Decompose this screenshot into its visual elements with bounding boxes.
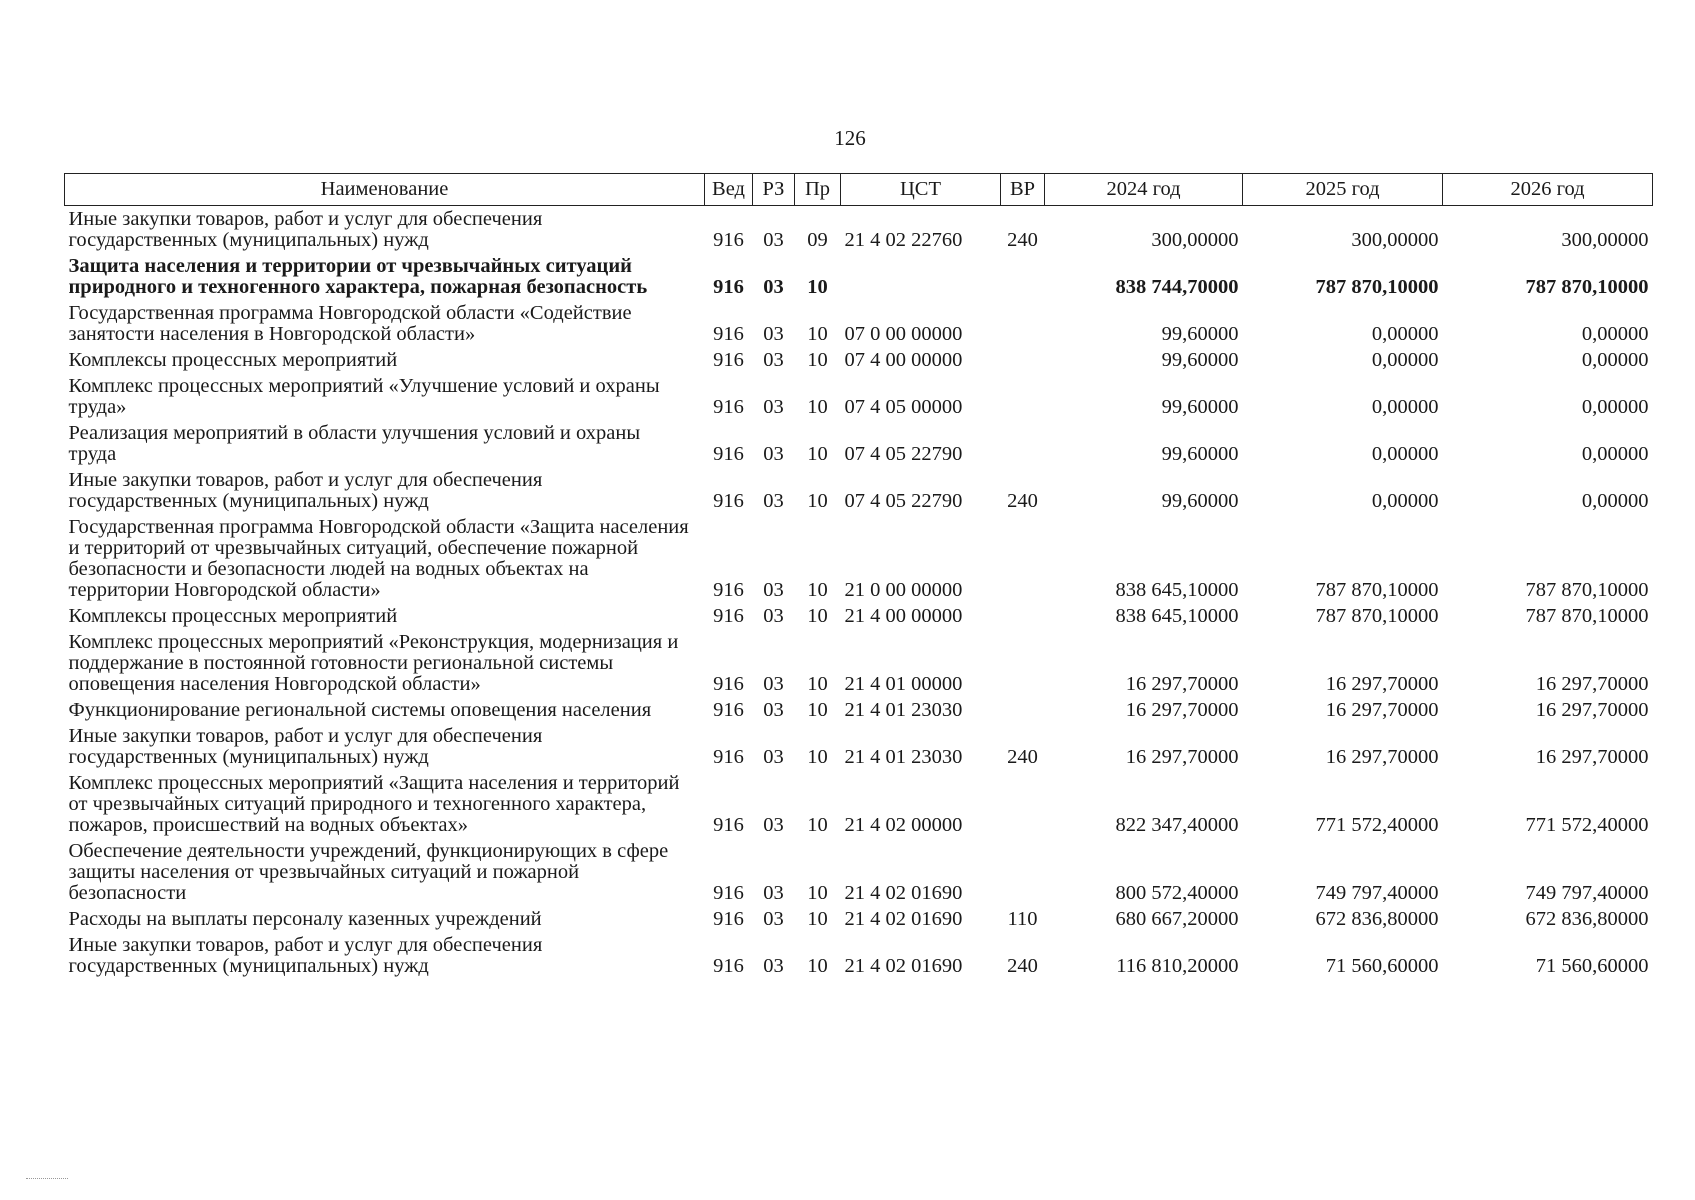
row-amount-2026: 0,00000 [1581, 490, 1649, 512]
row-pr: 10 [807, 605, 828, 627]
row-pr: 10 [807, 349, 828, 371]
row-amount-2025: 749 797,40000 [1315, 882, 1439, 904]
row-rz: 03 [763, 579, 784, 601]
row-amount-2026: 787 870,10000 [1525, 605, 1649, 627]
row-cst: 07 4 00 00000 [844, 349, 963, 371]
table-row [65, 603, 1653, 629]
row-cst: 21 4 02 00000 [844, 814, 963, 836]
row-vr [1001, 347, 1045, 373]
row-ved: 916 [713, 349, 744, 371]
row-amount-2024: 99,60000 [1161, 396, 1239, 418]
table-row [65, 253, 1653, 300]
row-name: Реализация мероприятий в области улучшения условий и охраны труда [68, 422, 641, 465]
row-pr: 10 [807, 673, 828, 695]
table-row [65, 932, 1653, 979]
row-amount-2026: 672 836,80000 [1525, 908, 1649, 930]
row-vr: 240 [1007, 955, 1038, 977]
row-cst: 21 4 02 01690 [844, 955, 963, 977]
row-ved: 916 [713, 605, 744, 627]
row-cst: 21 4 01 23030 [844, 746, 963, 768]
row-rz: 03 [763, 673, 784, 695]
row-name: Расходы на выплаты персоналу казенных учреждений [68, 908, 542, 930]
row-amount-2026: 749 797,40000 [1525, 882, 1649, 904]
page-number: 126 [834, 126, 866, 150]
row-vr [1001, 697, 1045, 723]
row-amount-2026: 0,00000 [1581, 396, 1649, 418]
row-amount-2026: 16 297,70000 [1535, 699, 1649, 721]
row-rz: 03 [763, 443, 784, 465]
row-rz: 03 [763, 490, 784, 512]
budget-table [64, 173, 1653, 979]
table-row [65, 373, 1653, 420]
row-amount-2024: 822 347,40000 [1115, 814, 1239, 836]
table-row [65, 697, 1653, 723]
row-amount-2026: 16 297,70000 [1535, 746, 1649, 768]
row-pr: 10 [807, 276, 828, 298]
row-amount-2026: 0,00000 [1581, 323, 1649, 345]
row-amount-2024: 99,60000 [1161, 490, 1239, 512]
header-2025: 2025 год [1243, 174, 1443, 206]
row-amount-2025: 16 297,70000 [1325, 673, 1439, 695]
row-name: Иные закупки товаров, работ и услуг для обеспечения государственных (муниципальных) нужд [68, 934, 543, 977]
row-amount-2024: 99,60000 [1161, 323, 1239, 345]
row-pr: 09 [807, 229, 828, 251]
row-cst: 21 4 02 22760 [844, 229, 963, 251]
row-cst: 07 4 05 22790 [844, 443, 963, 465]
row-name: Комплекс процессных мероприятий «Реконструкция, модернизация и поддержание в постоянной готовности региональной системы оповещения населения Новгородской области» [68, 631, 679, 695]
row-amount-2024: 16 297,70000 [1125, 673, 1239, 695]
row-cst: 07 0 00 00000 [844, 323, 963, 345]
row-amount-2024: 16 297,70000 [1125, 699, 1239, 721]
row-rz: 03 [763, 882, 784, 904]
row-rz: 03 [763, 699, 784, 721]
header-pr: Пр [795, 174, 841, 206]
row-amount-2025: 71 560,60000 [1325, 955, 1439, 977]
row-rz: 03 [763, 814, 784, 836]
row-pr: 10 [807, 396, 828, 418]
row-amount-2024: 838 645,10000 [1115, 579, 1239, 601]
table-row [65, 514, 1653, 603]
row-amount-2026: 71 560,60000 [1535, 955, 1649, 977]
row-name: Функционирование региональной системы оповещения населения [68, 699, 652, 721]
row-amount-2024: 16 297,70000 [1125, 746, 1239, 768]
table-body [65, 206, 1653, 980]
row-name: Комплекс процессных мероприятий «Защита населения и территорий от чрезвычайных ситуаций природного и техногенного характера, пожаров, происшествий на водных объектах» [68, 772, 680, 836]
table-header [65, 174, 1653, 206]
table-row [65, 347, 1653, 373]
row-cst: 07 4 05 22790 [844, 490, 963, 512]
row-name: Комплекс процессных мероприятий «Улучшение условий и охраны труда» [68, 375, 660, 418]
row-name: Иные закупки товаров, работ и услуг для обеспечения государственных (муниципальных) нужд [68, 208, 543, 251]
row-vr [1001, 603, 1045, 629]
table-row [65, 723, 1653, 770]
row-ved: 916 [713, 882, 744, 904]
header-cst: ЦСТ [841, 174, 1001, 206]
row-name: Обеспечение деятельности учреждений, функционирующих в сфере защиты населения от чрезвычайных ситуаций и пожарной безопасности [68, 840, 669, 904]
row-ved: 916 [713, 673, 744, 695]
header-2024: 2024 год [1045, 174, 1243, 206]
row-pr: 10 [807, 955, 828, 977]
row-pr: 10 [807, 579, 828, 601]
header-name: Наименование [65, 174, 705, 206]
table-row [65, 300, 1653, 347]
row-name: Защита населения и территории от чрезвычайных ситуаций природного и техногенного характера, пожарная безопасность [68, 255, 648, 298]
row-rz: 03 [763, 229, 784, 251]
row-vr: 240 [1007, 746, 1038, 768]
table-row [65, 467, 1653, 514]
row-vr [1001, 629, 1045, 697]
row-cst: 21 4 00 00000 [844, 605, 963, 627]
row-cst: 21 0 00 00000 [844, 579, 963, 601]
row-vr [1001, 253, 1045, 300]
row-pr: 10 [807, 323, 828, 345]
row-rz: 03 [763, 276, 784, 298]
row-ved: 916 [713, 746, 744, 768]
row-vr: 240 [1007, 490, 1038, 512]
row-amount-2026: 787 870,10000 [1525, 276, 1649, 298]
row-cst: 07 4 05 00000 [844, 396, 963, 418]
row-rz: 03 [763, 323, 784, 345]
row-pr: 10 [807, 443, 828, 465]
row-ved: 916 [713, 443, 744, 465]
row-ved: 916 [713, 229, 744, 251]
row-amount-2026: 0,00000 [1581, 349, 1649, 371]
row-amount-2026: 0,00000 [1581, 443, 1649, 465]
row-ved: 916 [713, 276, 744, 298]
row-name: Комплексы процессных мероприятий [68, 605, 398, 627]
row-name: Комплексы процессных мероприятий [68, 349, 398, 371]
row-ved: 916 [713, 579, 744, 601]
row-pr: 10 [807, 699, 828, 721]
row-amount-2025: 787 870,10000 [1315, 605, 1439, 627]
row-ved: 916 [713, 814, 744, 836]
scan-mark [26, 1178, 68, 1181]
row-amount-2026: 300,00000 [1561, 229, 1649, 251]
row-ved: 916 [713, 490, 744, 512]
row-vr [1001, 300, 1045, 347]
row-amount-2025: 787 870,10000 [1315, 276, 1439, 298]
row-name: Государственная программа Новгородской области «Защита населения и территорий от чрезвычайных ситуаций, обеспечение пожарной безопасности и безопасности людей на водных объектах на территории Новгородской области» [68, 516, 689, 601]
row-amount-2025: 0,00000 [1371, 396, 1439, 418]
row-amount-2024: 99,60000 [1161, 443, 1239, 465]
row-pr: 10 [807, 814, 828, 836]
row-amount-2025: 771 572,40000 [1315, 814, 1439, 836]
row-rz: 03 [763, 605, 784, 627]
row-cst: 21 4 02 01690 [844, 882, 963, 904]
table-row [65, 906, 1653, 932]
row-vr [1001, 420, 1045, 467]
row-amount-2024: 800 572,40000 [1115, 882, 1239, 904]
header-vr: ВР [1001, 174, 1045, 206]
row-ved: 916 [713, 396, 744, 418]
row-amount-2024: 116 810,20000 [1116, 955, 1239, 977]
row-amount-2025: 16 297,70000 [1325, 746, 1439, 768]
row-rz: 03 [763, 349, 784, 371]
row-cst [841, 253, 1001, 300]
row-name: Государственная программа Новгородской области «Содействие занятости населения в Новгородской области» [68, 302, 632, 345]
row-pr: 10 [807, 882, 828, 904]
row-vr: 110 [1007, 908, 1038, 930]
row-amount-2026: 16 297,70000 [1535, 673, 1649, 695]
row-name: Иные закупки товаров, работ и услуг для обеспечения государственных (муниципальных) нужд [68, 725, 543, 768]
row-vr [1001, 514, 1045, 603]
row-cst: 21 4 01 00000 [844, 673, 963, 695]
row-vr [1001, 770, 1045, 838]
row-amount-2024: 99,60000 [1161, 349, 1239, 371]
row-name: Иные закупки товаров, работ и услуг для обеспечения государственных (муниципальных) нужд [68, 469, 543, 512]
row-rz: 03 [763, 396, 784, 418]
row-rz: 03 [763, 908, 784, 930]
row-amount-2025: 787 870,10000 [1315, 579, 1439, 601]
row-rz: 03 [763, 955, 784, 977]
row-ved: 916 [713, 908, 744, 930]
row-amount-2024: 838 645,10000 [1115, 605, 1239, 627]
row-pr: 10 [807, 490, 828, 512]
row-amount-2025: 0,00000 [1371, 323, 1439, 345]
table-row [65, 838, 1653, 906]
row-cst: 21 4 01 23030 [844, 699, 963, 721]
row-ved: 916 [713, 955, 744, 977]
row-ved: 916 [713, 323, 744, 345]
table-row [65, 629, 1653, 697]
table-row [65, 770, 1653, 838]
row-pr: 10 [807, 908, 828, 930]
row-rz: 03 [763, 746, 784, 768]
row-amount-2024: 838 744,70000 [1115, 276, 1239, 298]
row-ved: 916 [713, 699, 744, 721]
row-amount-2026: 787 870,10000 [1525, 579, 1649, 601]
row-amount-2024: 300,00000 [1151, 229, 1239, 251]
row-cst: 21 4 02 01690 [844, 908, 963, 930]
row-amount-2025: 300,00000 [1351, 229, 1439, 251]
row-amount-2026: 771 572,40000 [1525, 814, 1649, 836]
row-vr: 240 [1007, 229, 1038, 251]
header-2026: 2026 год [1443, 174, 1653, 206]
row-vr [1001, 373, 1045, 420]
header-ved: Вед [705, 174, 753, 206]
table-row [65, 420, 1653, 467]
table-row [65, 206, 1653, 254]
header-rz: РЗ [753, 174, 795, 206]
row-pr: 10 [807, 746, 828, 768]
row-amount-2025: 672 836,80000 [1315, 908, 1439, 930]
row-amount-2024: 680 667,20000 [1115, 908, 1239, 930]
row-amount-2025: 0,00000 [1371, 443, 1439, 465]
row-amount-2025: 16 297,70000 [1325, 699, 1439, 721]
row-amount-2025: 0,00000 [1371, 349, 1439, 371]
row-vr [1001, 838, 1045, 906]
row-amount-2025: 0,00000 [1371, 490, 1439, 512]
